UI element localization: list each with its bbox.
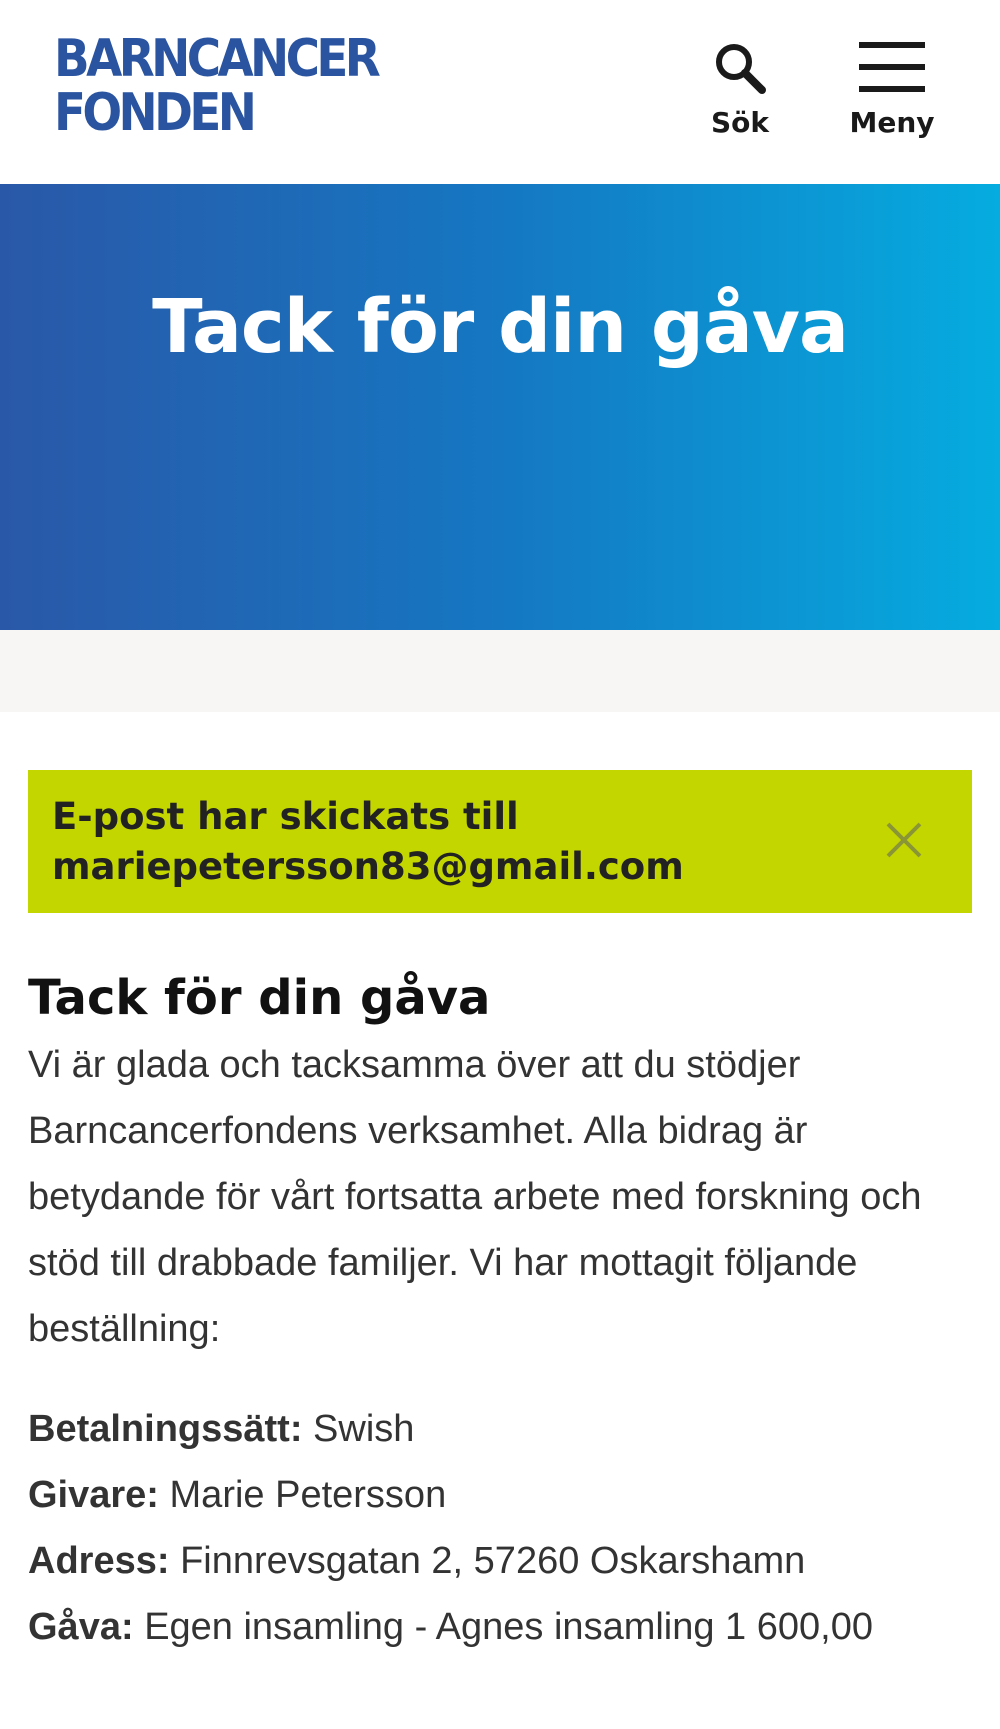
hamburger-menu-icon [857,36,927,100]
hero-banner [0,184,1000,630]
detail-value: Swish [313,1408,415,1450]
main-content [28,968,972,1660]
close-icon[interactable] [880,816,928,864]
order-details [28,1396,972,1660]
menu-label: Meny [849,106,935,139]
detail-payment-method [28,1396,972,1462]
content-title: Tack för din gåva [28,970,491,1026]
notice-line-1: E-post har skickats till [52,795,519,838]
detail-donor [28,1462,972,1528]
detail-value: Finnrevsgatan 2, 57260 Oskarshamn [180,1540,806,1582]
detail-label: Betalningssätt: [28,1408,303,1450]
detail-label: Adress: [28,1540,170,1582]
detail-address [28,1528,972,1594]
notice-email: mariepetersson83@gmail.com [52,845,684,888]
search-icon [708,36,772,100]
barncancerfonden-logo[interactable] [54,29,378,143]
search-label: Sök [710,106,770,139]
site-header [0,0,1000,184]
detail-label: Givare: [28,1474,159,1516]
search-button[interactable] [675,36,805,139]
detail-value: Marie Petersson [169,1474,447,1516]
divider-band [0,630,1000,712]
detail-label: Gåva: [28,1606,134,1648]
logo-line-1: BARNCANCER [54,29,378,89]
notice-text [52,792,872,892]
menu-button[interactable] [827,36,957,139]
thank-you-text: Vi är glada och tacksamma över att du stödjer Barncancerfondens verksamhet. Alla bidrag är betydande för vårt fortsatta arbete med forskning och stöd till drabbade familjer. Vi har mottagit följande beställning: [28,1044,922,1350]
detail-value: Egen insamling - Agnes insamling 1 600,00 [144,1606,873,1648]
detail-gift [28,1594,972,1660]
hero-title: Tack för din gåva [152,284,848,370]
logo-line-2: FONDEN [54,83,254,143]
email-sent-notice [28,770,972,913]
